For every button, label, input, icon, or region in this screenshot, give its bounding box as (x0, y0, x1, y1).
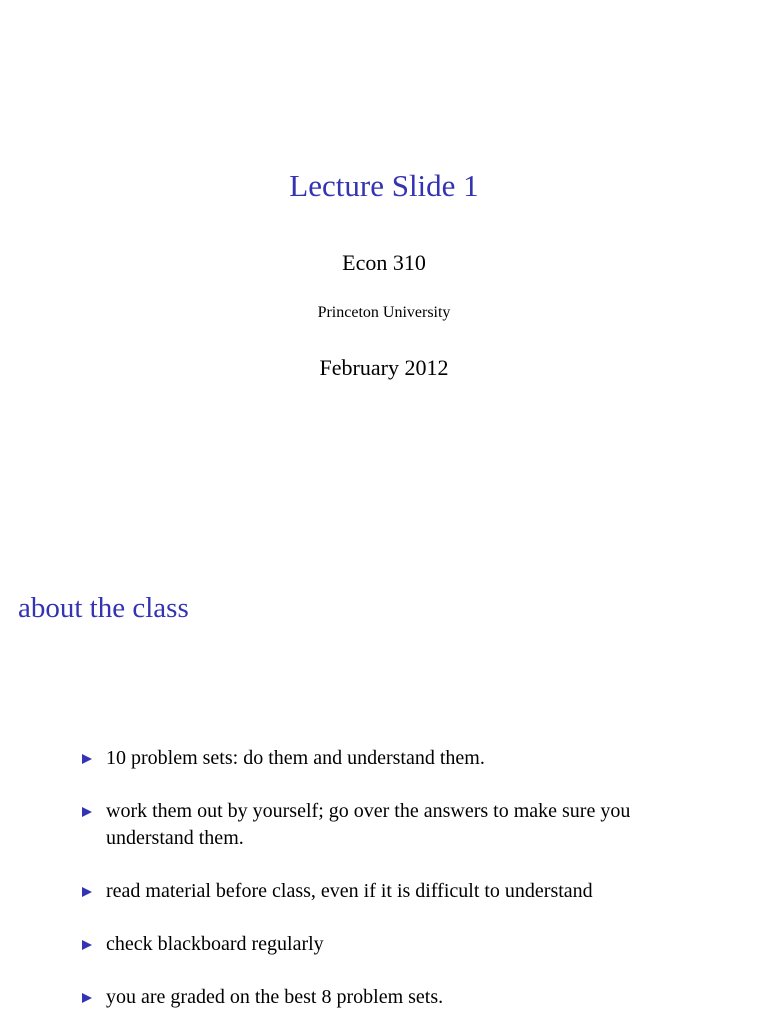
list-item (80, 745, 700, 772)
frame-title: about the class (18, 592, 189, 624)
triangle-bullet-icon (82, 887, 92, 897)
bullet-text: you are graded on the best 8 problem sets. (106, 986, 444, 1008)
list-item (80, 798, 700, 852)
list-item (80, 878, 700, 905)
triangle-bullet-icon (82, 754, 92, 764)
slide-title: Lecture Slide 1 (289, 168, 479, 203)
triangle-bullet-icon (82, 993, 92, 1003)
bullet-text: check blackboard regularly (106, 933, 324, 955)
list-item (80, 931, 700, 958)
lecture-date: February 2012 (319, 355, 449, 380)
course-name: Econ 310 (342, 250, 426, 275)
institution-name: Princeton University (317, 304, 451, 321)
bullet-text: work them out by yourself; go over the answers to make sure you understand them. (106, 800, 631, 849)
bullet-text: read material before class, even if it is difficult to understand (106, 880, 593, 902)
bullet-text: 10 problem sets: do them and understand them. (106, 747, 485, 769)
triangle-bullet-icon (82, 940, 92, 950)
triangle-bullet-icon (82, 807, 92, 817)
list-item (80, 984, 700, 1011)
